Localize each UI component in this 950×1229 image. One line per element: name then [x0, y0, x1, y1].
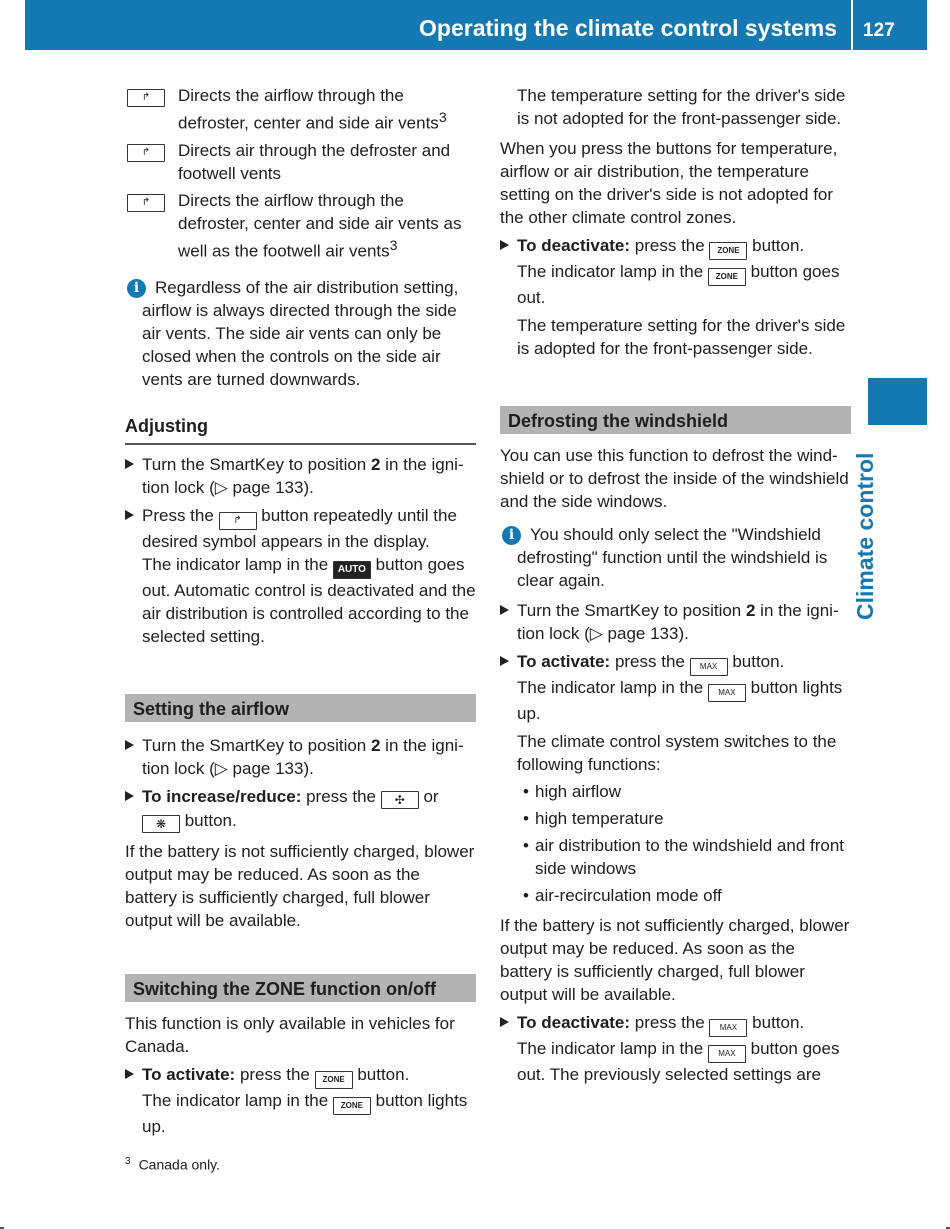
step-arrow-icon — [500, 240, 509, 250]
air-distribution-icon: ↱ — [127, 194, 165, 212]
paragraph: If the battery is not sufficiently charged, blower output may be reduced. As soon as the battery is sufficiently charged, full blower output will be available. — [125, 842, 475, 931]
instruction-step: To activate: press the ZONE button. — [125, 1063, 476, 1089]
step-arrow-icon — [500, 1017, 509, 1027]
paragraph: When you press the buttons for temperature, airflow or air distribution, the temperature setting on the driver's side is not adopted for the other climate control zones. — [500, 139, 838, 227]
info-icon: i — [502, 526, 521, 545]
step-continuation: The climate control system switches to the following functions: — [517, 732, 837, 774]
zone-button-icon: ZONE — [709, 242, 747, 260]
info-icon: i — [127, 279, 146, 298]
paragraph: This function is only available in vehicles for Canada. — [125, 1014, 455, 1057]
symbol-text: Directs the airflow through the defroster, center and side air vents — [178, 86, 439, 133]
defrost-max-icon: MAX — [708, 1045, 746, 1063]
defrost-max-icon: MAX — [709, 1019, 747, 1037]
info-note — [125, 276, 476, 391]
section-heading-zone: Switching the ZONE function on/off — [125, 974, 476, 1002]
section-heading-defrost: Defrosting the windshield — [500, 406, 851, 434]
fan-decrease-icon: ❋ — [142, 815, 180, 833]
instruction-step: Press the ↱ button repeatedly until the desired symbol appears in the display. — [125, 504, 476, 553]
subheading-adjusting: Adjusting — [125, 415, 476, 445]
step-continuation: The indicator lamp in the ZONE button goes out. — [517, 262, 840, 307]
list-item: • air-recirculation mode off — [523, 886, 722, 905]
instruction-step: Turn the SmartKey to position 2 in the ignition lock (▷ page 133). — [125, 453, 476, 499]
info-note — [500, 523, 851, 592]
step-arrow-icon — [125, 791, 134, 801]
air-distribution-icon: ↱ — [219, 512, 257, 530]
list-item: • high airflow — [523, 782, 621, 801]
instruction-step: Turn the SmartKey to position 2 in the ignition lock (▷ page 133). — [125, 734, 476, 780]
step-arrow-icon — [500, 605, 509, 615]
step-arrow-icon — [125, 1069, 134, 1079]
instruction-step: Turn the SmartKey to position 2 in the ignition lock (▷ page 133). — [500, 599, 851, 645]
info-text: Regardless of the air distribution setting, airflow is always directed through the side air vents. The side air vents can only be closed when the controls on the side air vents are turned downwards. — [142, 278, 459, 390]
header-divider — [851, 0, 853, 50]
step-continuation: The temperature setting for the driver's side is adopted for the front-passenger side. — [517, 316, 846, 358]
air-distribution-icon: ↱ — [127, 89, 165, 107]
step-arrow-icon — [125, 510, 134, 520]
step-arrow-icon — [125, 459, 134, 469]
symbol-text: Directs the airflow through the defroster, center and side air vents as well as the footwell air vents — [178, 190, 462, 261]
footnote-number: 3 — [125, 1156, 131, 1167]
instruction-step: To deactivate: press the ZONE button. — [500, 234, 851, 260]
symbol-row — [125, 189, 476, 263]
page-number: 127 — [863, 20, 895, 41]
step-continuation: The temperature setting for the driver's side is not adopted for the front-passenger side. — [517, 86, 846, 128]
left-column — [125, 84, 476, 1138]
step-continuation: The indicator lamp in the AUTO button goes out. Automatic control is deactivated and the air distribution is controlled according to the selected setting. — [142, 555, 476, 647]
info-text: You should only select the "Windshield defrosting" function until the windshield is clear again. — [517, 525, 828, 590]
section-heading-airflow: Setting the airflow — [125, 694, 476, 722]
zone-button-icon: ZONE — [315, 1071, 353, 1089]
section-title: Operating the climate control systems — [419, 15, 837, 41]
paragraph: You can use this function to defrost the windshield or to defrost the inside of the windshield and the side windows. — [500, 446, 849, 511]
zone-button-icon: ZONE — [708, 268, 746, 286]
footnote — [125, 1156, 220, 1173]
step-continuation: The indicator lamp in the MAX button lights up. — [517, 678, 843, 723]
footnote-text: Canada only. — [138, 1156, 221, 1173]
instruction-step: To deactivate: press the MAX button. — [500, 1011, 851, 1037]
defrost-max-icon: MAX — [690, 658, 728, 676]
side-tab-label: Climate control — [852, 452, 878, 620]
auto-button-icon: AUTO — [333, 561, 371, 579]
step-arrow-icon — [500, 656, 509, 666]
symbol-row — [125, 139, 476, 185]
right-column — [500, 84, 851, 1086]
step-continuation: The indicator lamp in the ZONE button lights up. — [142, 1091, 468, 1137]
defrost-max-icon: MAX — [708, 684, 746, 702]
instruction-step: To activate: press the MAX button. — [500, 650, 851, 676]
symbol-row — [125, 84, 476, 135]
instruction-step: To increase/reduce: press the ✣ or ❋ button. — [125, 785, 476, 833]
step-continuation: The indicator lamp in the MAX button goes out. The previously selected settings are — [517, 1039, 840, 1084]
fan-increase-icon: ✣ — [381, 791, 419, 809]
step-arrow-icon — [125, 740, 134, 750]
side-tab-marker — [868, 378, 927, 425]
air-distribution-icon: ↱ — [127, 144, 165, 162]
zone-button-icon: ZONE — [333, 1097, 371, 1115]
footnote-ref: 3 — [438, 110, 447, 126]
list-item: • high temperature — [523, 809, 664, 828]
footnote-ref: 3 — [389, 237, 398, 254]
list-item: • air distribution to the windshield and front side windows — [523, 836, 845, 878]
symbol-text: Directs air through the defroster and footwell vents — [178, 140, 451, 183]
page-header — [25, 0, 927, 50]
paragraph: If the battery is not sufficiently charged, blower output may be reduced. As soon as the battery is sufficiently charged, full blower output will be available. — [500, 916, 850, 1004]
